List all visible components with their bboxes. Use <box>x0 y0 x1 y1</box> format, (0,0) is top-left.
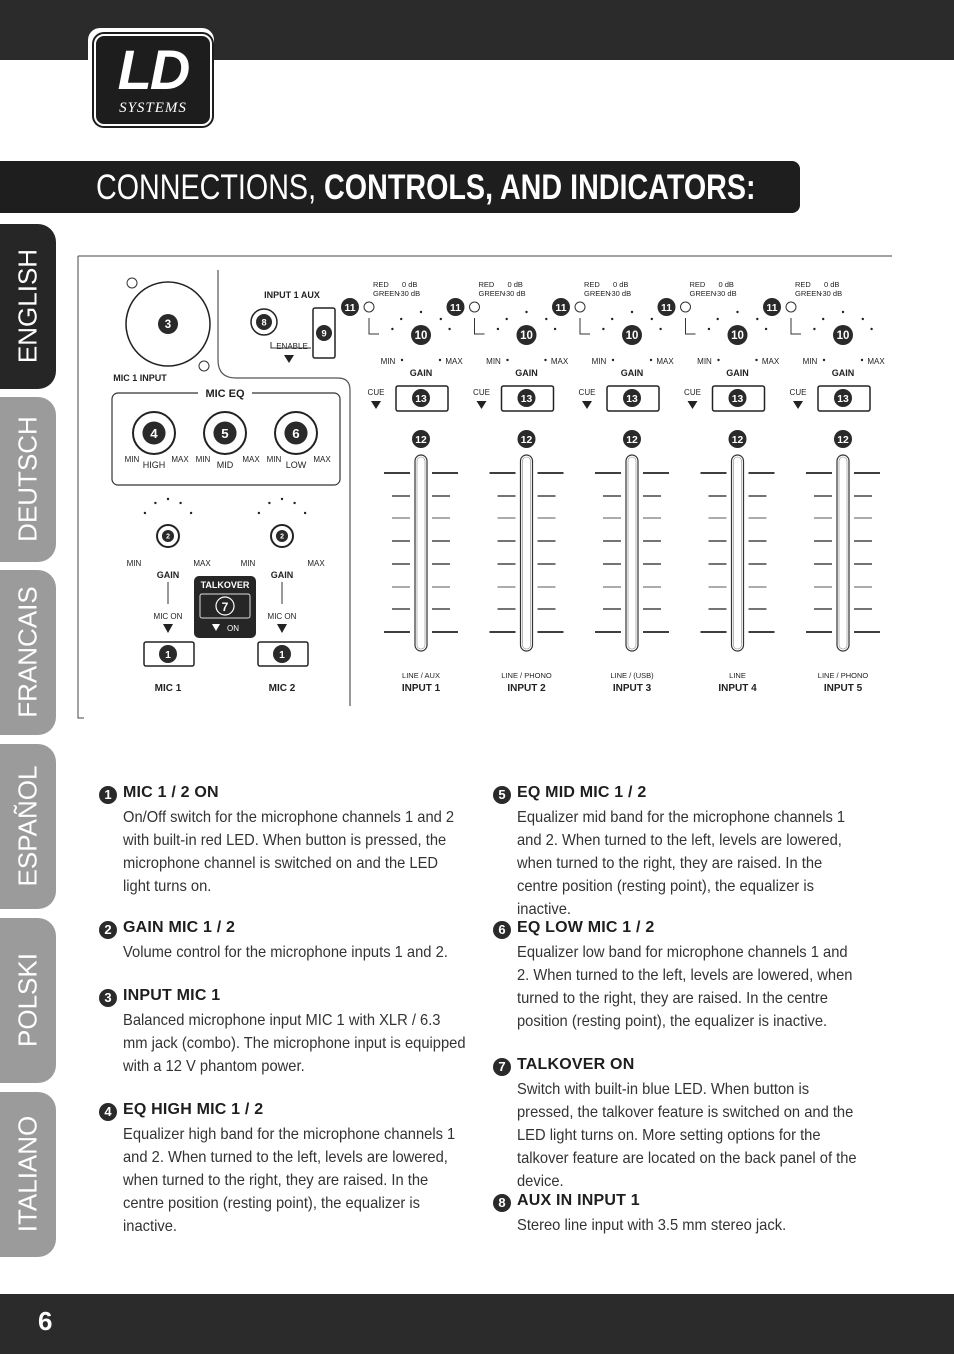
led-red-label: RED <box>689 280 706 289</box>
gain-scale-dot <box>401 359 403 361</box>
channel-label: INPUT 3 <box>612 683 652 694</box>
led-green-db-label: -30 dB <box>820 289 843 298</box>
eq-max-label: MAX <box>313 455 331 464</box>
gain-scale-dot <box>440 318 442 320</box>
gain-scale-dot <box>258 512 260 514</box>
led-red-db-label: 0 dB <box>507 280 523 289</box>
cue-label: CUE <box>578 388 596 397</box>
item-number-badge: 6 <box>493 921 511 939</box>
number-11: 11 <box>450 302 461 314</box>
led-bracket <box>686 318 696 334</box>
item-body: Stereo line input with 3.5 mm stereo jack. <box>517 1217 787 1234</box>
gain-scale-dot <box>765 328 767 330</box>
cue-arrow-icon <box>688 401 698 409</box>
eq-band-label: LOW <box>285 460 307 470</box>
gain-scale-dot <box>439 359 441 361</box>
number-11: 11 <box>766 302 778 314</box>
panel-corner <box>78 710 84 718</box>
cue-arrow-icon <box>477 401 487 409</box>
item-title: MIC 1 / 2 ON <box>123 784 219 801</box>
item-title: EQ LOW MIC 1 / 2 <box>517 919 655 936</box>
gain-scale-dot <box>659 328 661 330</box>
gain-min-label: MIN <box>486 357 501 366</box>
gain-scale-dot <box>842 311 844 313</box>
led-bracket <box>791 318 801 334</box>
number-11: 11 <box>661 302 672 314</box>
gain-scale-dot <box>497 328 499 330</box>
gain-scale-dot <box>612 359 614 361</box>
gain-scale-dot <box>448 328 450 330</box>
level-led <box>364 302 374 312</box>
gain-label: GAIN <box>409 368 433 378</box>
cue-label: CUE <box>684 388 701 397</box>
gain-scale-dot <box>293 502 295 504</box>
number-13: 13 <box>415 393 427 405</box>
talkover-on-label: ON <box>227 624 239 633</box>
level-led <box>575 302 585 312</box>
gain-scale-dot <box>190 512 192 514</box>
tab-label: ENGLISH <box>12 248 43 364</box>
channel-label: INPUT 5 <box>823 683 863 694</box>
gain-scale-dot <box>144 512 146 514</box>
gain-scale-dot <box>268 502 270 504</box>
tab-label: ESPAÑOL <box>12 765 43 887</box>
led-red-db-label: 0 dB <box>613 280 629 289</box>
number-12: 12 <box>415 434 427 446</box>
item-title: EQ MID MIC 1 / 2 <box>517 784 647 801</box>
number-13: 13 <box>626 393 638 405</box>
cue-label: CUE <box>473 388 490 397</box>
mic-on-label: MIC ON <box>267 612 297 621</box>
eq-high-badge: 4 <box>150 425 158 441</box>
ld-systems-logo <box>88 28 214 128</box>
gain-max-label: MAX <box>761 357 780 366</box>
item-body: Switch with built-in blue LED. When button is pressed, the talkover feature is switched on and the LED light turns on. More setting options for the talkover feature are located on the back panel of the device. <box>517 1081 857 1190</box>
gain-min-label: MIN <box>240 559 256 568</box>
cue-arrow-icon <box>582 401 592 409</box>
number-11: 11 <box>555 302 567 314</box>
mic-channel-label: MIC 2 <box>268 683 296 694</box>
number-12: 12 <box>626 434 638 446</box>
gain-scale-dot <box>870 328 872 330</box>
gain-label: GAIN <box>270 570 294 580</box>
fader-slot <box>628 457 636 649</box>
item-number-badge: 5 <box>493 786 511 804</box>
logo-sub-text: SYSTEMS <box>119 100 187 116</box>
description-item <box>104 987 468 1078</box>
gain-scale-dot <box>281 498 283 500</box>
number-7: 7 <box>221 600 229 614</box>
gain-max-label: MAX <box>656 357 674 366</box>
description-item <box>104 1101 468 1238</box>
gain-scale-dot <box>651 318 653 320</box>
tab-italiano[interactable] <box>0 1092 56 1257</box>
eq-min-label: MIN <box>195 455 211 464</box>
gain-label: GAIN <box>831 368 855 378</box>
led-red-db-label: 0 dB <box>402 280 418 289</box>
channel-label: INPUT 4 <box>718 683 757 694</box>
logo-main-text: LD <box>117 38 189 101</box>
level-led <box>681 302 691 312</box>
cue-arrow-icon <box>371 401 381 409</box>
cue-label: CUE <box>367 388 385 397</box>
gain-scale-dot <box>813 328 815 330</box>
channel-label: INPUT 1 <box>401 683 441 694</box>
eq-band-label: MID <box>216 460 234 470</box>
number-13: 13 <box>731 393 744 405</box>
description-item <box>104 784 468 898</box>
led-green-label: GREEN <box>373 289 400 298</box>
tab-label: FRANCAIS <box>12 586 43 718</box>
number-10: 10 <box>836 330 850 343</box>
led-green-label: GREEN <box>584 289 611 298</box>
item-number-badge: 7 <box>493 1058 511 1076</box>
gain-scale-dot <box>822 318 824 320</box>
level-led <box>470 302 480 312</box>
tab-english[interactable] <box>0 224 56 389</box>
gain-scale-dot <box>823 359 825 361</box>
led-red-label: RED <box>584 280 600 289</box>
cue-label: CUE <box>789 388 807 397</box>
talkover-label: TALKOVER <box>200 580 250 590</box>
fader-slot <box>734 457 742 649</box>
led-bracket <box>475 318 485 334</box>
gain-scale-dot <box>154 502 156 504</box>
led-green-label: GREEN <box>478 289 506 298</box>
number-13: 13 <box>837 393 849 405</box>
gain-scale-dot <box>862 318 864 320</box>
number-10: 10 <box>414 330 428 343</box>
screw-hole <box>199 361 209 371</box>
item-number-badge: 4 <box>99 1103 117 1121</box>
mic1-input-label: MIC 1 INPUT <box>113 373 167 383</box>
cue-arrow-icon <box>793 401 803 409</box>
item-title: GAIN MIC 1 / 2 <box>123 919 236 936</box>
number-10: 10 <box>520 330 533 343</box>
led-green-label: GREEN <box>795 289 822 298</box>
item-body: Equalizer mid band for the microphone channels 1 and 2. When turned to the left, levels are lowered, when turned to the right, they are raised. In the centre position (resting point), the equalizer is inactive. <box>517 809 846 918</box>
gain-scale-dot <box>708 328 710 330</box>
led-green-db-label: -30 dB <box>609 289 632 298</box>
led-red-label: RED <box>373 280 389 289</box>
gain-label: GAIN <box>156 570 180 580</box>
eq-max-label: MAX <box>171 455 189 464</box>
gain-min-label: MIN <box>380 357 396 366</box>
gain-scale-dot <box>861 359 863 361</box>
mic-channel-label: MIC 1 <box>154 683 182 694</box>
page-title-bold: CONTROLS, AND INDICATORS: <box>324 168 756 207</box>
fader-slot <box>523 457 531 649</box>
eq-low-badge: 6 <box>292 425 300 441</box>
gain-scale-dot <box>506 318 508 320</box>
gain-scale-dot <box>554 328 556 330</box>
tab-label: POLSKI <box>12 953 43 1047</box>
gain-scale-dot <box>179 502 181 504</box>
screw-hole <box>127 278 137 288</box>
eq-min-label: MIN <box>124 455 140 464</box>
eq-max-label: MAX <box>242 455 260 464</box>
description-item <box>498 1192 862 1237</box>
gain-min-label: MIN <box>126 559 142 568</box>
gain-min-label: MIN <box>697 357 712 366</box>
led-bracket <box>580 318 590 334</box>
led-green-db-label: -30 dB <box>503 289 526 298</box>
number-10: 10 <box>731 330 744 343</box>
led-red-db-label: 0 dB <box>718 280 734 289</box>
mic-on-arrow-icon <box>163 624 173 633</box>
gain-scale-dot <box>400 318 402 320</box>
tab-polski[interactable] <box>0 918 56 1083</box>
gain-min-label: MIN <box>802 357 818 366</box>
mic-on-arrow-icon <box>277 624 287 633</box>
number-13: 13 <box>520 393 533 405</box>
gain-scale-dot <box>304 512 306 514</box>
description-item <box>498 919 862 1033</box>
led-red-label: RED <box>795 280 811 289</box>
level-led <box>786 302 796 312</box>
item-body: Equalizer high band for the microphone channels 1 and 2. When turned to the left, levels are lowered, when turned to the right, they are raised. In the centre position (resting point), the equalizer is inactive. <box>123 1126 456 1235</box>
item-title: INPUT MIC 1 <box>123 987 221 1004</box>
led-red-label: RED <box>478 280 495 289</box>
gain-scale-dot <box>717 318 719 320</box>
gain-max-label: MAX <box>445 357 463 366</box>
gain-scale-dot <box>717 359 719 361</box>
gain-scale-dot <box>736 311 738 313</box>
gain-scale-dot <box>611 318 613 320</box>
gain-scale-dot <box>391 328 393 330</box>
gain-scale-dot <box>525 311 527 313</box>
gain-scale-dot <box>167 498 169 500</box>
number-12: 12 <box>520 434 533 446</box>
mic-gain-knob-badge: 2 <box>280 533 284 541</box>
eq-min-label: MIN <box>266 455 282 464</box>
description-item <box>104 919 468 964</box>
item-number-badge: 8 <box>493 1194 511 1212</box>
tab-francais[interactable] <box>0 570 56 735</box>
number-12: 12 <box>731 434 744 446</box>
mic-eq-title: MIC EQ <box>205 388 245 400</box>
page-title-light: CONNECTIONS, <box>96 168 317 207</box>
input1-aux-label: INPUT 1 AUX <box>264 290 320 300</box>
gain-scale-dot <box>420 311 422 313</box>
number-11: 11 <box>344 302 356 314</box>
description-item <box>498 1056 862 1193</box>
gain-scale-dot <box>756 318 758 320</box>
gain-scale-dot <box>544 359 546 361</box>
enable-label: ENABLE <box>276 342 308 351</box>
gain-max-label: MAX <box>550 357 569 366</box>
gain-scale-dot <box>545 318 547 320</box>
led-green-db-label: -30 dB <box>398 289 421 298</box>
item-body: On/Off switch for the microphone channels 1 and 2 with built-in red LED. When button is pressed, the microphone channel is switched on and the LED light turns on. <box>123 809 455 895</box>
item-title: EQ HIGH MIC 1 / 2 <box>123 1101 264 1118</box>
tab-label: ITALIANO <box>12 1115 43 1233</box>
tab-label: DEUTSCH <box>12 416 43 542</box>
item-number-badge: 2 <box>99 921 117 939</box>
gain-scale-dot <box>506 359 508 361</box>
tab-deutsch[interactable] <box>0 397 56 562</box>
led-green-label: GREEN <box>689 289 717 298</box>
channel-sublabel: LINE / PHONO <box>501 671 552 680</box>
number-3: 3 <box>164 319 172 332</box>
mic-gain-knob-badge: 2 <box>166 533 170 541</box>
gain-scale-dot <box>631 311 633 313</box>
footer-bar <box>0 1294 954 1354</box>
channel-sublabel: LINE <box>729 671 746 680</box>
number-12: 12 <box>837 434 849 446</box>
led-bracket <box>369 318 379 334</box>
page-number: 6 <box>38 1306 53 1336</box>
gain-scale-dot <box>602 328 604 330</box>
item-title: AUX IN INPUT 1 <box>517 1192 640 1209</box>
number-8: 8 <box>261 317 267 328</box>
number-9: 9 <box>321 328 327 339</box>
item-body: Volume control for the microphone inputs 1 and 2. <box>123 944 448 961</box>
eq-mid-badge: 5 <box>221 425 229 441</box>
gain-scale-dot <box>755 359 757 361</box>
tab-español[interactable] <box>0 744 56 909</box>
channel-sublabel: LINE / PHONO <box>817 671 869 680</box>
gain-label: GAIN <box>515 368 538 378</box>
item-number-badge: 1 <box>99 786 117 804</box>
item-body: Equalizer low band for microphone channels 1 and 2. When turned to the left, levels are lowered, when turned to the right, they are raised. In the centre position (resting point), the equalizer is inactive. <box>517 944 853 1030</box>
mixer-front-panel-diagram <box>76 250 896 720</box>
mic-on-label: MIC ON <box>153 612 183 621</box>
led-green-db-label: -30 dB <box>714 289 737 298</box>
gain-max-label: MAX <box>867 357 885 366</box>
eq-band-label: HIGH <box>142 460 166 470</box>
gain-label: GAIN <box>726 368 749 378</box>
gain-max-label: MAX <box>193 559 211 568</box>
enable-arrow-icon <box>284 355 294 363</box>
gain-min-label: MIN <box>591 357 607 366</box>
channel-sublabel: LINE / (USB) <box>610 671 654 680</box>
item-title: TALKOVER ON <box>517 1056 635 1073</box>
number-1: 1 <box>279 649 285 661</box>
gain-label: GAIN <box>620 368 644 378</box>
fader-slot <box>417 457 425 649</box>
led-red-db-label: 0 dB <box>824 280 840 289</box>
number-1: 1 <box>165 649 171 661</box>
gain-scale-dot <box>650 359 652 361</box>
page-title <box>96 166 756 210</box>
channel-label: INPUT 2 <box>507 683 546 694</box>
item-body: Balanced microphone input MIC 1 with XLR / 6.3 mm jack (combo). The microphone input is equipped with a 12 V phantom power. <box>123 1012 466 1075</box>
gain-max-label: MAX <box>307 559 325 568</box>
fader-slot <box>839 457 847 649</box>
number-10: 10 <box>625 330 639 343</box>
item-number-badge: 3 <box>99 989 117 1007</box>
channel-sublabel: LINE / AUX <box>402 671 440 680</box>
description-item <box>498 784 862 921</box>
